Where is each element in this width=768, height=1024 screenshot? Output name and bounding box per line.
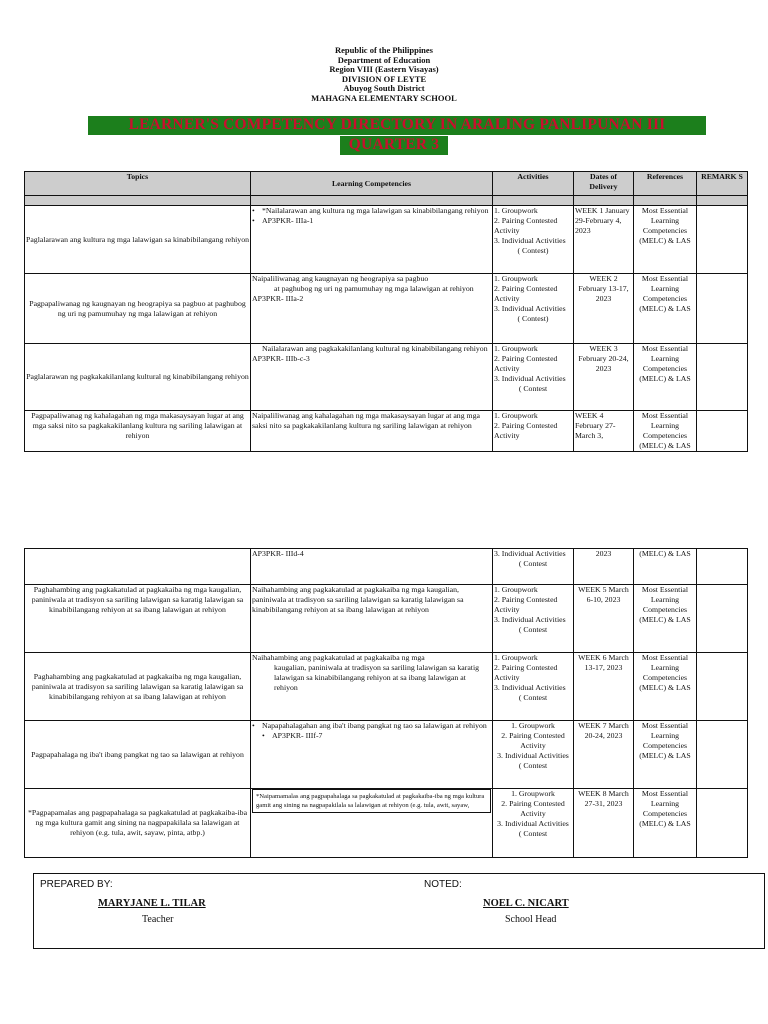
preparer-name: MARYJANE L. TILAR: [98, 898, 206, 909]
activity-contest: ( Contest): [517, 314, 549, 323]
col-activities: Activities: [493, 172, 574, 196]
activity-contest: ( Contest: [518, 625, 548, 634]
dates-cell: 2023: [574, 549, 634, 585]
remarks-cell: [697, 274, 748, 344]
dates-cell: WEEK 2 February 13-17, 2023: [574, 274, 634, 344]
table-row: [25, 411, 748, 452]
remarks-cell: [697, 411, 748, 452]
competency-cell: [251, 653, 493, 721]
activity-individual: 3. Individual Activities: [494, 236, 566, 245]
competency-table-part1: [24, 171, 748, 452]
activity-groupwork: 1. Groupwork: [494, 206, 538, 215]
dates-cell: WEEK 1 January 29-February 4, 2023: [574, 206, 634, 274]
activity-groupwork: 1. Groupwork: [494, 344, 538, 353]
activity-contest: ( Contest: [518, 829, 548, 838]
activity-groupwork: 1. Groupwork: [511, 789, 555, 798]
competency-text: • Napapahalagahan ang iba't ibang pangkat ng tao sa lalawigan at rehiyon: [252, 721, 491, 731]
references-cell: Most Essential Learning Competencies (MELC) & LAS: [634, 411, 697, 452]
header-line-district: Abuyog South District: [343, 83, 425, 94]
signatory-box: [33, 873, 765, 949]
header-line-division: DIVISION OF LEYTE: [341, 73, 427, 84]
col-competencies: Learning Competencies: [251, 172, 493, 196]
remarks-cell: [697, 206, 748, 274]
header-line-deped: Department of Education: [337, 54, 431, 65]
noted-label: NOTED:: [424, 879, 462, 890]
activity-pairing: 2. Pairing Contested Activity: [494, 284, 558, 303]
activity-groupwork: 1. Groupwork: [494, 585, 538, 594]
col-dates: Dates of Delivery: [574, 172, 634, 196]
table-row: [25, 274, 748, 344]
activity-contest: ( Contest: [518, 761, 548, 770]
activity-contest: ( Contest: [518, 559, 548, 568]
competency-cell: [251, 721, 493, 789]
competency-cell: Naihahambing ang pagkakatulad at pagkakaiba ng mga kaugalian, paniniwala at tradisyon sa sariling lalawigan sa karatig lalawigan sa kinabibilangang rehiyon at sa ibang lalawigan at rehiyon: [251, 585, 493, 653]
topic-cell: Pagpapaliwanag ng kaugnayan ng heograpiya sa pagbuo at paghubog ng uri ng pamumuhay ng mga lalawigan at rehiyon: [25, 274, 251, 344]
competency-cell: [251, 344, 493, 411]
competency-text-b: at paghubog ng uri ng pamumuhay ng mga lalawigan at rehiyon: [274, 284, 474, 293]
activity-groupwork: 1. Groupwork: [494, 653, 538, 662]
topic-cell: Pagpapahalaga ng iba't ibang pangkat ng tao sa lalawigan at rehiyon: [25, 721, 251, 789]
activity-pairing: 2. Pairing Contested Activity: [501, 799, 565, 818]
topic-cell: Paghahambing ang pagkakatulad at pagkakaiba ng mga kaugalian, paniniwala at tradisyon sa sariling lalawigan sa karatig lalawigan sa kinabibilangang rehiyon at sa ibang lalawigan at rehiyon: [25, 653, 251, 721]
activity-contest: ( Contest: [518, 384, 548, 393]
competency-cell: Naipaliliwanag ang kahalagahan ng mga makasaysayan lugar at ang mga saksi nito sa pagkakakilanlang kultura ng sariling lalawigan at rehiyon: [251, 411, 493, 452]
col-remarks: REMARK S: [697, 172, 748, 196]
dates-cell: WEEK 3 February 20-24, 2023: [574, 344, 634, 411]
competency-code: • AP3PKR- IIIf-7: [262, 731, 491, 741]
title-banner: LEARNER'S COMPETENCY DIRECTORY IN ARALING PANLIPUNAN III: [88, 116, 706, 135]
header-line-republic: Republic of the Philippines: [334, 45, 433, 55]
competency-cell: [251, 789, 493, 858]
topic-cell: [25, 549, 251, 585]
competency-text-boxed: *Naipamamalas ang pagpapahalaga sa pagkakatulad at pagkakaiba-iba ng mga kultura gamit ang sining na nagpapakilala sa lalawigan at rehiyon (e.g. tula, awit, sayaw,: [252, 789, 491, 813]
activity-pairing: 2. Pairing Contested Activity: [494, 216, 558, 235]
topic-cell: Paglalarawan ng pagkakakilanlang kultural ng kinabibilangang rehiyon: [25, 344, 251, 411]
references-cell: Most Essential Learning Competencies (MELC) & LAS: [634, 721, 697, 789]
topic-cell: Pagpapaliwanag ng kahalagahan ng mga makasaysayan lugar at ang mga saksi nito sa pagkakakilanlang kultura ng sariling lalawigan at rehiyon: [25, 411, 251, 452]
remarks-cell: [697, 585, 748, 653]
table-row-continued: [25, 549, 748, 585]
activity-pairing: 2. Pairing Contested Activity: [494, 354, 558, 373]
competency-text-a: Naipaliliwanag ang kaugnayan ng heograpiya sa pagbuo: [252, 274, 429, 283]
table-row: [25, 789, 748, 858]
references-cell: Most Essential Learning Competencies (MELC) & LAS: [634, 585, 697, 653]
activity-individual: 3. Individual Activities: [494, 683, 566, 692]
table-row: [25, 721, 748, 789]
table-header-row: [25, 172, 748, 196]
activities-cell: [493, 344, 574, 411]
activity-contest: ( Contest): [517, 246, 549, 255]
remarks-cell: [697, 549, 748, 585]
competency-text-b: kaugalian, paniniwala at tradisyon sa sariling lalawigan sa karatig lalawigan sa kinabibilangang rehiyon at sa ibang lalawigan at rehiyon: [274, 663, 480, 692]
dates-cell: WEEK 8 March 27-31, 2023: [574, 789, 634, 858]
preparer-role: Teacher: [142, 914, 174, 925]
competency-cell: [251, 206, 493, 274]
activities-cell: [493, 789, 574, 858]
table-row: [25, 344, 748, 411]
table-row: [25, 585, 748, 653]
references-cell: Most Essential Learning Competencies (MELC) & LAS: [634, 274, 697, 344]
references-cell: Most Essential Learning Competencies (MELC) & LAS: [634, 789, 697, 858]
competency-code: AP3PKR- IIIb-c-3: [252, 354, 310, 363]
activity-individual: 3. Individual Activities: [494, 304, 566, 313]
activity-groupwork: 1. Groupwork: [511, 721, 555, 730]
remarks-cell: [697, 653, 748, 721]
dates-cell: WEEK 4 February 27-March 3,: [574, 411, 634, 452]
activity-individual: 3. Individual Activities: [497, 819, 569, 828]
activities-cell: [493, 274, 574, 344]
competency-text: • *Nailalarawan ang kultura ng mga lalawigan sa kinabibilangang rehiyon: [252, 206, 491, 216]
activity-pairing: 2. Pairing Contested Activity: [494, 421, 558, 440]
remarks-cell: [697, 721, 748, 789]
references-cell: Most Essential Learning Competencies (MELC) & LAS: [634, 344, 697, 411]
activity-groupwork: 1. Groupwork: [494, 274, 538, 283]
activity-pairing: 2. Pairing Contested Activity: [494, 595, 558, 614]
topic-cell: Paghahambing ang pagkakatulad at pagkakaiba ng mga kaugalian, paniniwala at tradisyon sa sariling lalawigan sa karatig lalawigan sa kinabibilangang rehiyon at sa ibang lalawigan at rehiyon: [25, 585, 251, 653]
dates-cell: WEEK 5 March 6-10, 2023: [574, 585, 634, 653]
competency-text: Nailalarawan ang pagkakakilanlang kultural ng kinabibilangang rehiyon: [262, 344, 488, 353]
remarks-cell: [697, 789, 748, 858]
references-cell: Most Essential Learning Competencies (MELC) & LAS: [634, 206, 697, 274]
activity-pairing: 2. Pairing Contested Activity: [494, 663, 558, 682]
topic-cell: Paglalarawan ang kultura ng mga lalawigan sa kinabibilangang rehiyon: [25, 206, 251, 274]
activities-cell: [493, 721, 574, 789]
dates-cell: WEEK 7 March 20-24, 2023: [574, 721, 634, 789]
competency-text-a: Naihahambing ang pagkakatulad at pagkakaiba ng mga: [252, 653, 425, 662]
activity-individual: 3. Individual Activities: [497, 751, 569, 760]
activity-individual: 3. Individual Activities: [494, 549, 566, 558]
activities-cell: [493, 585, 574, 653]
col-topics: Topics: [25, 172, 251, 196]
activities-cell: [493, 206, 574, 274]
header-block: [0, 46, 768, 104]
competency-cell: [251, 274, 493, 344]
table-row: [25, 653, 748, 721]
competency-table-part2: [24, 548, 748, 858]
table-row: [25, 206, 748, 274]
quarter-banner: QUARTER 3: [340, 136, 448, 155]
competency-code: AP3PKR- IIId-4: [251, 549, 493, 585]
header-line-school: MAHAGNA ELEMENTARY SCHOOL: [311, 92, 457, 103]
spacer-row: [25, 196, 748, 206]
topic-cell: *Pagpapamalas ang pagpapahalaga sa pagkakatulad at pagkakaiba-iba ng mga kultura gamit ang sining na nagpapakilala sa lalawigan at rehiyon (e.g. tula, awit, sayaw, pinta, atbp.): [25, 789, 251, 858]
activity-pairing: 2. Pairing Contested Activity: [501, 731, 565, 750]
competency-code: AP3PKR- IIIa-2: [252, 294, 304, 303]
competency-code: • AP3PKR- IIIa-1: [252, 216, 491, 226]
header-line-region: Region VIII (Eastern Visayas): [329, 64, 439, 75]
activity-contest: ( Contest: [518, 693, 548, 702]
activity-individual: 3. Individual Activities: [494, 615, 566, 624]
remarks-cell: [697, 344, 748, 411]
dates-cell: WEEK 6 March 13-17, 2023: [574, 653, 634, 721]
activities-cell: [493, 653, 574, 721]
activities-cell: [493, 549, 574, 585]
references-cell: Most Essential Learning Competencies (MELC) & LAS: [634, 653, 697, 721]
col-references: References: [634, 172, 697, 196]
activities-cell: [493, 411, 574, 452]
prepared-by-label: PREPARED BY:: [40, 879, 113, 890]
noter-name: NOEL C. NICART: [483, 898, 569, 909]
activity-groupwork: 1. Groupwork: [494, 411, 538, 420]
activity-individual: 3. Individual Activities: [494, 374, 566, 383]
noter-role: School Head: [505, 914, 557, 925]
references-cell: (MELC) & LAS: [634, 549, 697, 585]
